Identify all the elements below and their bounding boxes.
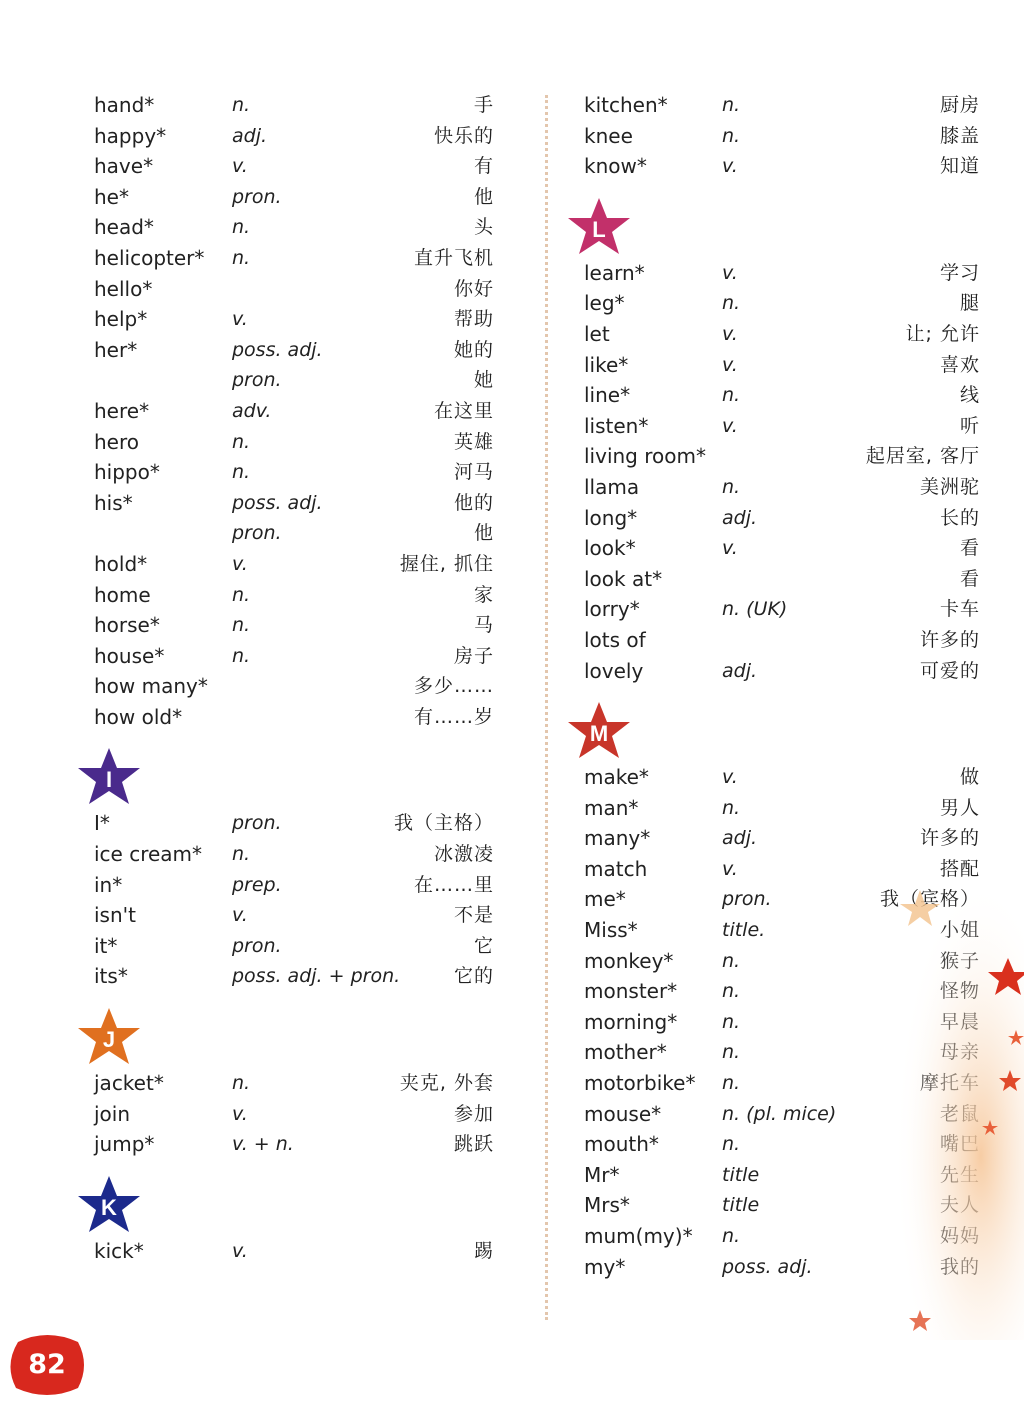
entry-part-of-speech: v. [722,414,738,437]
entry-word: how many* [94,674,208,699]
entry-part-of-speech: pron. [232,369,282,392]
entry-part-of-speech: v. + n. [232,1133,294,1156]
k-entries-right [584,90,980,182]
glossary-entry [94,549,494,580]
entry-word: join [94,1101,131,1126]
entry-translation: 膝盖 [939,124,980,147]
entry-part-of-speech: prep. [232,873,282,896]
entry-translation: 美洲驼 [919,475,980,498]
letter-j-label: J [102,1027,116,1053]
entry-part-of-speech: n. (pl. mice) [722,1102,837,1125]
entry-translation: 听 [959,414,980,437]
glossary-entry [584,319,980,350]
entry-word: mother* [584,1040,667,1065]
entry-part-of-speech: poss. adj. [232,338,323,361]
entry-word: make* [584,765,649,790]
glossary-entry [94,1129,494,1160]
decorative-stars [880,880,1024,1340]
entry-word: he* [94,184,129,209]
glossary-entry [94,580,494,611]
entry-word: line* [584,383,631,408]
page-number-badge [8,1332,86,1398]
glossary-entry [94,304,494,335]
glossary-entry [584,793,980,824]
entry-translation: 腿 [959,292,980,315]
glossary-entry [584,441,980,472]
letter-star-i [94,746,494,808]
entry-word: hold* [94,551,148,576]
entry-word: ice cream* [94,842,203,867]
entry-word: hippo* [94,460,160,485]
entry-word: like* [584,352,629,377]
glossary-entry [94,212,494,243]
entry-translation: 不是 [453,904,494,927]
glossary-entry [94,427,494,458]
entry-part-of-speech: n. [722,124,741,147]
entry-word: head* [94,215,154,240]
entry-part-of-speech: n. [232,843,251,866]
j-entries [94,1068,494,1160]
entry-part-of-speech: n. [232,614,251,637]
entry-translation: 英雄 [453,430,494,453]
entry-word: kitchen* [584,93,668,117]
entry-word: kick* [94,1238,144,1263]
glossary-entry [94,488,494,519]
entry-part-of-speech: n. [232,216,251,239]
entry-word: how old* [94,704,183,729]
entry-part-of-speech: n. [722,1072,741,1095]
entry-word: motorbike* [584,1071,696,1096]
glossary-entry [94,457,494,488]
glossary-entry [94,274,494,305]
glossary-entry [584,533,980,564]
entry-translation: 让; 允许 [905,322,980,345]
entry-translation: 长的 [939,506,980,529]
entry-part-of-speech: v. [232,1102,248,1125]
entry-word: knee [584,123,633,148]
entry-translation: 河马 [453,461,494,484]
entry-part-of-speech: n. [232,644,251,667]
entry-translation: 手 [473,94,494,116]
entry-part-of-speech: v. [722,261,738,284]
glossary-entry [94,90,494,121]
entry-word: her* [94,337,138,362]
glossary-entry [584,762,980,793]
entry-word: let [584,321,610,346]
letter-star-m [584,700,980,762]
entry-word: isn't [94,903,136,928]
letter-star-j [94,1006,494,1068]
left-column [94,90,494,1266]
entry-part-of-speech: adj. [722,827,758,850]
entry-part-of-speech: v. [232,552,248,575]
glossary-entry [94,365,494,396]
entry-translation: 做 [959,766,980,789]
glossary-entry [94,243,494,274]
entry-translation: 搭配 [939,857,980,880]
entry-part-of-speech: v. [232,308,248,331]
entry-word: jacket* [94,1071,164,1096]
glossary-entry [94,1068,494,1099]
entry-word: it* [94,933,118,958]
entry-word: leg* [584,291,625,316]
glossary-entry [94,931,494,962]
entry-translation: 在……里 [413,873,494,896]
glossary-entry [94,335,494,366]
entry-word: learn* [584,260,645,285]
entry-word: morning* [584,1009,678,1034]
letter-star-l [584,196,980,258]
entry-part-of-speech: adj. [722,506,758,529]
entry-translation: 他 [473,185,494,208]
glossary-entry [584,90,980,121]
entry-part-of-speech: v. [722,353,738,376]
entry-part-of-speech: adj. [722,659,758,682]
page-number: 82 [28,1349,66,1380]
glossary-entry [584,472,980,503]
glossary-entry [94,182,494,213]
entry-word: man* [584,795,639,820]
glossary-entry [94,702,494,733]
entry-word: mouse* [584,1101,662,1126]
entry-translation: 它的 [453,965,494,988]
entry-translation: 握住, 抓住 [399,552,494,575]
letter-m-label: M [589,721,609,747]
entry-word: hello* [94,276,153,301]
entry-part-of-speech: poss. adj. [722,1255,813,1278]
entry-part-of-speech: n. [722,1225,741,1247]
entry-part-of-speech: n. [722,980,741,1003]
entry-part-of-speech: adj. [232,124,268,147]
entry-part-of-speech: n. [232,94,251,116]
entry-word: I* [94,811,110,836]
entry-word: know* [584,154,647,179]
entry-translation: 线 [959,384,980,407]
glossary-entry [584,151,980,182]
entry-translation: 夹克, 外套 [399,1072,494,1095]
glossary-entry [94,808,494,839]
glossary-entry [584,594,980,625]
entry-translation: 快乐的 [433,124,494,147]
entry-word: lovely [584,658,644,683]
i-entries [94,808,494,992]
entry-word: living room* [584,444,706,469]
entry-word: Miss* [584,918,638,943]
glossary-entry [94,1099,494,1130]
glossary-entry [584,625,980,656]
entry-part-of-speech: pron. [232,812,282,835]
entry-word: house* [94,643,165,668]
entry-part-of-speech: n. [232,246,251,269]
glossary-entry [94,396,494,427]
entry-word: me* [584,887,626,912]
glossary-entry [584,564,980,595]
entry-word: horse* [94,613,160,638]
entry-word: his* [94,490,133,515]
glossary-entry [94,610,494,641]
entry-translation: 起居室, 客厅 [865,445,980,468]
entry-translation: 男人 [939,796,980,819]
letter-k-label: K [101,1194,117,1220]
entry-translation: 喜欢 [939,353,980,376]
glossary-entry [94,121,494,152]
entry-part-of-speech: title [722,1194,760,1217]
entry-word: in* [94,872,123,897]
entry-word: llama [584,474,640,499]
entry-word: look* [584,536,636,561]
entry-part-of-speech: n. [722,475,741,498]
entry-word: hero [94,429,139,454]
entry-part-of-speech: n. [722,1010,741,1033]
entry-translation: 卡车 [939,598,980,621]
entry-word: have* [94,154,154,179]
k-entries-left [94,1236,494,1267]
entry-word: listen* [584,413,649,438]
entry-part-of-speech: n. [722,292,741,315]
l-entries [584,258,980,686]
entry-part-of-speech: poss. adj. + pron. [232,965,401,988]
glossary-entry [94,1236,494,1267]
entry-part-of-speech: n. [722,94,741,116]
entry-translation: 许多的 [919,827,980,850]
entry-part-of-speech: title [722,1163,760,1186]
entry-part-of-speech: n. [722,796,741,819]
entry-translation: 他的 [453,491,494,514]
entry-part-of-speech: n. [232,461,251,484]
glossary-entry [94,900,494,931]
entry-word: its* [94,964,128,989]
entry-part-of-speech: n. [232,583,251,606]
entry-translation: 它 [473,934,494,957]
entry-word: mum(my)* [584,1224,693,1248]
entry-part-of-speech: adv. [232,399,272,422]
entry-translation: 参加 [453,1102,494,1125]
glossary-entry [584,656,980,687]
entry-word: look at* [584,566,663,591]
entry-word: lots of [584,627,646,652]
entry-word: monkey* [584,948,674,973]
entry-translation: 多少…… [413,675,494,698]
glossary-entry [584,121,980,152]
glossary-entry [94,671,494,702]
entry-part-of-speech: pron. [232,522,282,545]
glossary-entry [584,503,980,534]
entry-part-of-speech: v. [722,537,738,560]
entry-translation: 冰激凌 [433,843,494,866]
entry-word: my* [584,1254,626,1279]
entry-word: mouth* [584,1132,659,1157]
entry-translation: 在这里 [433,399,494,422]
entry-part-of-speech: v. [722,766,738,789]
entry-word: long* [584,505,638,530]
entry-translation: 他 [473,522,494,545]
entry-translation: 有……岁 [413,705,494,728]
entry-part-of-speech: pron. [232,185,282,208]
entry-part-of-speech: v. [722,155,738,178]
h-entries [94,90,494,732]
entry-word: Mrs* [584,1193,630,1218]
entry-part-of-speech: v. [722,322,738,345]
glossary-entry [584,411,980,442]
entry-translation: 跳跃 [453,1133,494,1156]
glossary-entry [94,870,494,901]
entry-translation: 看 [959,567,980,590]
entry-translation: 看 [959,537,980,560]
entry-word: jump* [94,1132,155,1157]
entry-word: home [94,582,151,607]
entry-word: help* [94,307,148,332]
entry-translation: 可爱的 [919,659,980,682]
entry-translation: 我（主格） [393,812,494,835]
entry-part-of-speech: n. [722,1133,741,1156]
glossary-entry [94,151,494,182]
glossary-entry [584,380,980,411]
column-divider [545,95,548,1320]
glossary-entry [94,961,494,992]
entry-translation: 踢 [473,1239,494,1262]
entry-part-of-speech: v. [232,155,248,178]
entry-word: many* [584,826,651,851]
entry-part-of-speech: n. [722,1041,741,1064]
letter-star-k [94,1174,494,1236]
glossary-entry [584,823,980,854]
entry-word: hand* [94,93,155,117]
entry-word: helicopter* [94,245,205,270]
entry-part-of-speech: pron. [232,934,282,957]
entry-translation: 帮助 [453,308,494,331]
entry-translation: 厨房 [939,94,980,116]
entry-translation: 她的 [453,338,494,361]
entry-word: here* [94,398,150,423]
entry-part-of-speech: title. [722,919,766,942]
glossary-entry [584,288,980,319]
entry-translation: 她 [473,369,494,392]
entry-translation: 学习 [939,261,980,284]
entry-translation: 有 [473,155,494,178]
entry-translation: 知道 [939,155,980,178]
entry-part-of-speech: v. [722,857,738,880]
entry-translation: 头 [473,216,494,239]
entry-part-of-speech: n. [722,949,741,972]
letter-i-label: I [105,767,113,793]
entry-part-of-speech: poss. adj. [232,491,323,514]
glossary-entry [94,518,494,549]
glossary-entry [94,641,494,672]
entry-word: Mr* [584,1162,620,1187]
glossary-entry [94,839,494,870]
entry-word: happy* [94,123,167,148]
entry-part-of-speech: n. (UK) [722,598,788,621]
entry-part-of-speech: pron. [722,888,772,911]
entry-translation: 房子 [453,644,494,667]
glossary-entry [584,350,980,381]
entry-translation: 许多的 [919,628,980,651]
entry-word: match [584,856,648,881]
entry-translation: 马 [473,614,494,637]
entry-part-of-speech: n. [722,384,741,407]
entry-part-of-speech: v. [232,904,248,927]
entry-translation: 直升飞机 [413,246,494,269]
entry-word: monster* [584,979,678,1004]
glossary-entry [584,258,980,289]
entry-word: lorry* [584,597,640,622]
entry-translation: 家 [473,583,494,606]
entry-part-of-speech: n. [232,430,251,453]
entry-part-of-speech: v. [232,1239,248,1262]
entry-translation: 你好 [453,277,494,300]
letter-l-label: L [592,216,606,242]
entry-part-of-speech: n. [232,1072,251,1095]
